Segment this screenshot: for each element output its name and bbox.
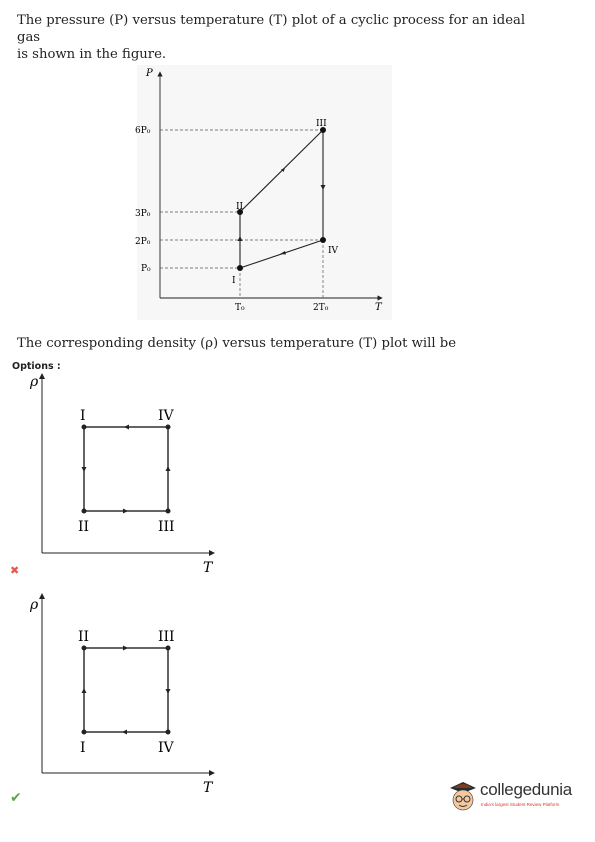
incorrect-cross-icon: ✖ — [10, 564, 20, 577]
option-2-label-bottom-right: IV — [158, 740, 174, 756]
logo-wordmark: collegedunia — [480, 780, 572, 799]
pt-ytick-3p0: 3P₀ — [135, 209, 151, 219]
pt-point-label-iv: IV — [328, 246, 339, 256]
pt-ytick-p0: P₀ — [141, 264, 151, 274]
mascot-icon — [446, 776, 480, 816]
pt-xtick-2t0: 2T₀ — [313, 303, 329, 313]
pt-point-i — [237, 265, 243, 271]
pt-axis-x-label: T — [375, 302, 382, 313]
pt-point-label-iii: III — [316, 119, 327, 129]
pt-plot — [135, 65, 392, 320]
option-1-plot — [29, 374, 214, 576]
pt-ytick-6p0: 6P₀ — [135, 126, 151, 136]
option-1-label-top-right: IV — [158, 408, 174, 424]
option-2-label-top-right: III — [158, 629, 175, 645]
pt-xtick-t0: T₀ — [235, 303, 245, 313]
option-2-axis-x-label: T — [203, 780, 213, 796]
option-1-axis-x-label: T — [203, 560, 213, 576]
option-1-cycle — [84, 427, 168, 511]
collegedunia-logo — [446, 776, 576, 816]
option-2-label-top-left: II — [78, 629, 90, 645]
pt-point-iv — [320, 237, 326, 243]
logo-tagline: India's largest Student Review Platform — [481, 802, 560, 807]
option-2-axis-y-label: ρ — [30, 597, 39, 613]
options-label: Options : — [12, 361, 61, 372]
pt-axis-y-label: P — [146, 68, 153, 79]
option-1-label-top-left: I — [80, 408, 86, 424]
pt-point-label-ii: II — [236, 202, 244, 212]
correct-check-icon: ✔ — [10, 790, 22, 806]
option-1-axis-y-label: ρ — [30, 374, 39, 390]
option-2-cycle — [84, 648, 168, 732]
pt-ytick-2p0: 2P₀ — [135, 237, 151, 247]
option-2-label-bottom-left: I — [80, 740, 86, 756]
option-1-label-bottom-right: III — [158, 519, 175, 535]
option-1-label-bottom-left: II — [78, 519, 90, 535]
question-line-3: The corresponding density (ρ) versus temperature (T) plot will be — [17, 336, 456, 351]
question-line-2: is shown in the figure. — [17, 47, 167, 62]
question-line-1: The pressure (P) versus temperature (T) plot of a cyclic process for an ideal gas — [17, 13, 526, 45]
option-2-plot — [29, 596, 214, 796]
pt-point-label-i: I — [232, 276, 236, 286]
